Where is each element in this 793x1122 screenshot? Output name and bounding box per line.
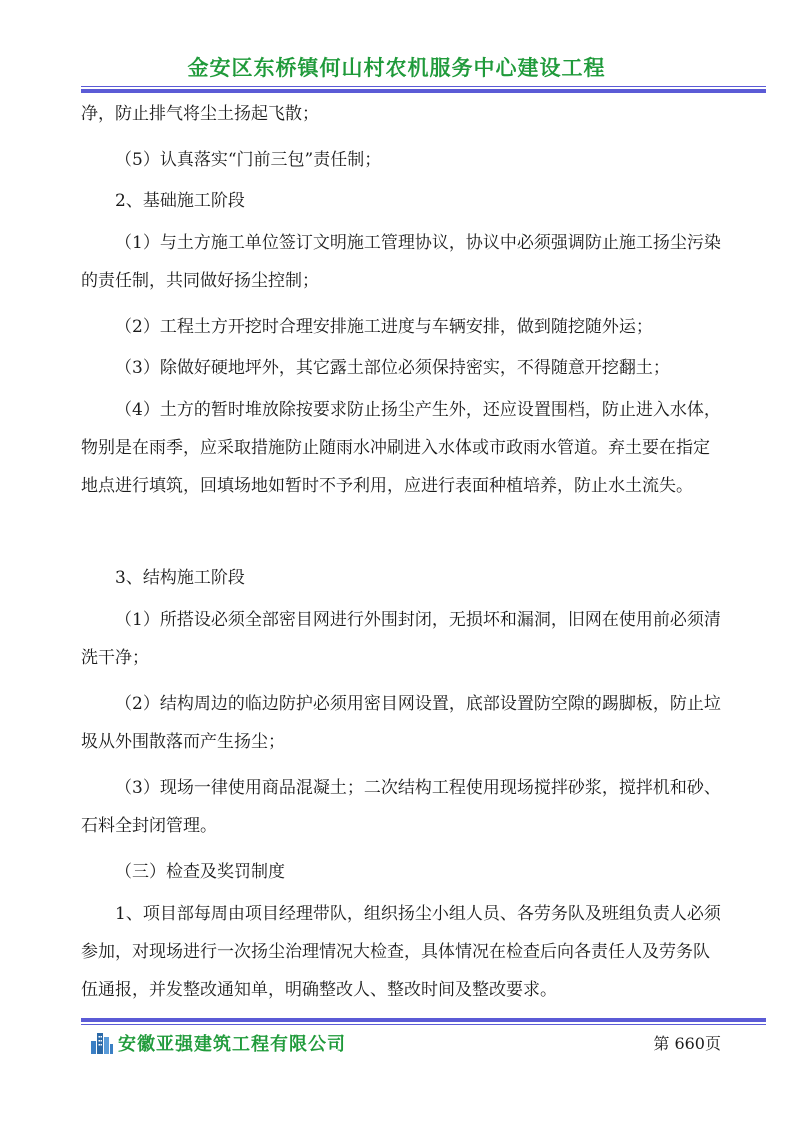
paragraph: （1）所搭设必须全部密目网进行外围封闭，无损坏和漏洞，旧网在使用前必须清洗干净；: [81, 610, 721, 668]
paragraph: （2）结构周边的临边防护必须用密目网设置，底部设置防空隙的踢脚板，防止垃圾从外围散落而产生扬尘；: [81, 694, 721, 752]
paragraph: （4）土方的暂时堆放除按要求防止扬尘产生外，还应设置围档，防止进入水体，物别是在雨季，应采取措施防止随雨水冲刷进入水体或市政雨水管道。弃土要在指定地点进行填筑，回填场地如暂时不予利用，应进行表面种植培养，防止水土流失。: [81, 400, 721, 496]
header-title: 金安区东桥镇何山村农机服务中心建设工程: [187, 56, 606, 80]
header-rule-thick: [81, 89, 766, 93]
header-rule-thin: [81, 86, 766, 87]
paragraph: 净，防止排气将尘土扬起飞散；: [81, 104, 319, 124]
paragraph: （3）现场一律使用商品混凝土；二次结构工程使用现场搅拌砂浆，搅拌机和砂、石料全封闭管理。: [81, 778, 721, 836]
paragraph: （2）工程土方开挖时合理安排施工进度与车辆安排，做到随挖随外运；: [115, 317, 653, 337]
footer-company: 安徽亚强建筑工程有限公司: [118, 1034, 346, 1055]
paragraph: （5）认真落实“门前三包”责任制；: [115, 150, 382, 170]
section-heading: 2、基础施工阶段: [115, 191, 245, 211]
footer-rule-thick: [81, 1018, 766, 1022]
building-logo-icon: [90, 1029, 114, 1055]
paragraph: （1）与土方施工单位签订文明施工管理协议，协议中必须强调防止施工扬尘污染的责任制，共同做好扬尘控制；: [81, 233, 721, 291]
paragraph: （3）除做好硬地坪外，其它露土部位必须保持密实，不得随意开挖翻土；: [115, 358, 670, 378]
page-number: 第 660页: [653, 1034, 721, 1053]
section-heading: （三）检查及奖罚制度: [115, 862, 285, 882]
footer-rule-thin: [81, 1024, 766, 1025]
section-heading: 3、结构施工阶段: [115, 568, 245, 588]
paragraph: 1、项目部每周由项目经理带队，组织扬尘小组人员、各劳务队及班组负责人必须参加，对现场进行一次扬尘治理情况大检查，具体情况在检查后向各责任人及劳务队伍通报，并发整改通知单，明确整改人、整改时间及整改要求。: [81, 904, 721, 1000]
